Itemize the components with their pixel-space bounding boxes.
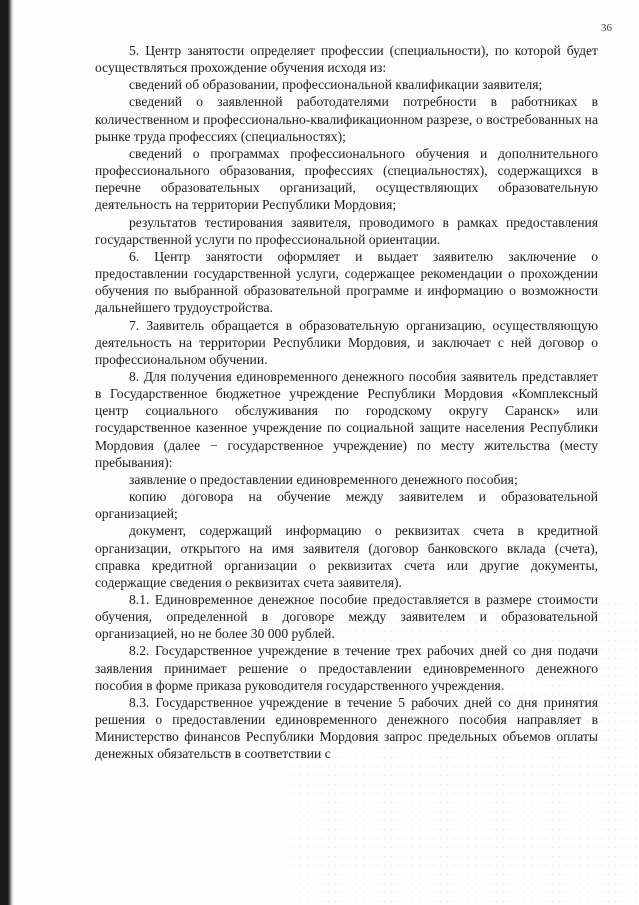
paragraph-programs-info: сведений о программах профессионального обучения и дополнительного профессионального образования, профессиях (специальностях), содержащихся в перечне образовательных организаций, осуществляющих образовательную деятельность на территории Республики Мордовия; — [95, 145, 598, 213]
document-body — [95, 42, 598, 763]
paragraph-item-8-1: 8.1. Единовременное денежное пособие предоставляется в размере стоимости обучения, определенной в договоре между заявителем и образовательной организацией, но не более 30 000 рублей. — [95, 592, 598, 642]
page-number: 36 — [601, 22, 612, 34]
paragraph-item-8: 8. Для получения единовременного денежного пособия заявитель представляет в Государственное бюджетное учреждение Республики Мордовия «Комплексный центр социального обслуживания по городскому округу Саранск» или государственное казенное учреждение по социальной защите населения Республики Мордовия (далее − государственное учреждение) по месту жительства (месту пребывания): — [95, 368, 598, 470]
paragraph-item-7: 7. Заявитель обращается в образовательную организацию, осуществляющую деятельность на территории Республики Мордовия, и заключает с ней договор о профессиональном обучении. — [95, 317, 598, 367]
scan-left-edge — [0, 0, 14, 905]
paragraph-item-8-3: 8.3. Государственное учреждение в течение 5 рабочих дней со дня принятия решения о предоставлении единовременного денежного пособия направляет в Министерство финансов Республики Мордовия запрос предельных объемов оплаты денежных обязательств в соответствии с — [95, 694, 598, 762]
paragraph-item-5: 5. Центр занятости определяет профессии (специальности), по которой будет осуществляться прохождение обучения исходя из: — [95, 43, 598, 76]
paragraph-education-info: сведений об образовании, профессиональной квалификации заявителя; — [129, 77, 543, 93]
paragraph-contract-copy: копию договора на обучение между заявителем и образовательной организацией; — [95, 489, 598, 522]
paragraph-employer-demand: сведений о заявленной работодателями потребности в работниках в количественном и профессионально-квалификационном разрезе, о востребованных на рынке труда профессиях (специальностях); — [95, 94, 598, 144]
paragraph-item-8-2: 8.2. Государственное учреждение в течение трех рабочих дней со дня подачи заявления принимает решение о предоставлении единовременного денежного пособия в форме приказа руководителя государственного учреждения. — [95, 643, 598, 693]
paragraph-item-6: 6. Центр занятости оформляет и выдает заявителю заключение о предоставлении государственной услуги, содержащее рекомендации о прохождении обучения по выбранной образовательной программе и информацию о возможности дальнейшего трудоустройства. — [95, 248, 598, 316]
paragraph-bank-details: документ, содержащий информацию о реквизитах счета в кредитной организации, открытого на имя заявителя (договор банковского вклада (счета), справка кредитной организации о реквизитах счета или другие документы, содержащие сведения о реквизитах счета заявителя). — [95, 523, 598, 590]
paragraph-application: заявление о предоставлении единовременного денежного пособия; — [129, 471, 518, 487]
paragraph-testing-results: результатов тестирования заявителя, проводимого в рамках предоставления государственной услуги по профессиональной ориентации. — [95, 214, 598, 247]
